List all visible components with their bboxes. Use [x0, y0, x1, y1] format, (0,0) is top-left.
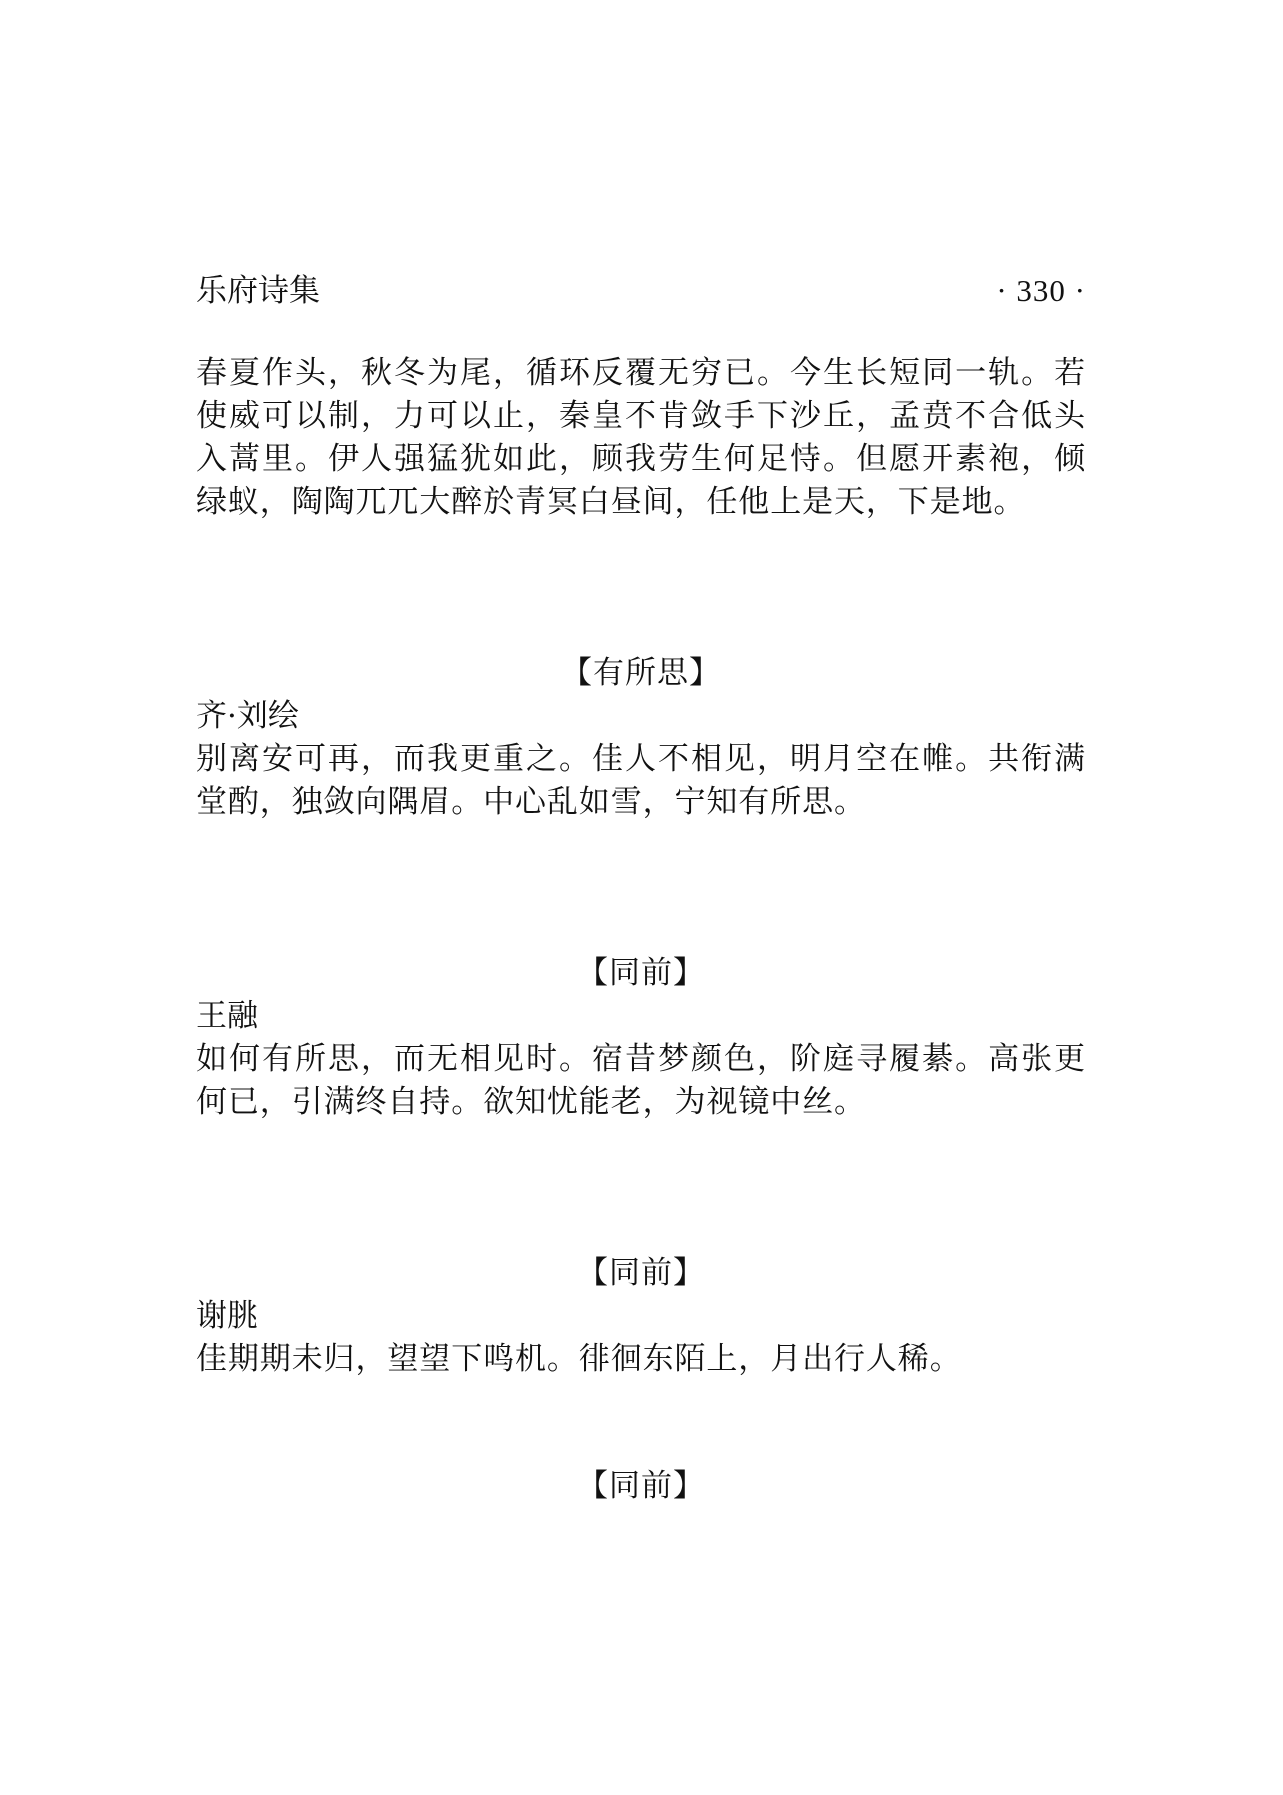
poem-text: 如何有所思，而无相见时。宿昔梦颜色，阶庭寻履綦。高张更何已，引满终自持。欲知忧能老，为视镜中丝。 [196, 1041, 1086, 1120]
poem-author: 谢朓 [196, 1298, 258, 1334]
poem-title: 【同前】 [577, 1255, 705, 1291]
poem-text: 别离安可再，而我更重之。佳人不相见，明月空在帷。共衔满堂酌，独敛向隅眉。中心乱如雪，宁知有所思。 [196, 741, 1086, 820]
poem-section [196, 952, 1086, 1124]
poem-section [196, 1465, 1086, 1508]
document-page [196, 0, 1086, 1795]
page-header [196, 268, 1086, 314]
poem-title: 【同前】 [577, 1468, 705, 1504]
poem-section [196, 1252, 1086, 1381]
book-title: 乐府诗集 [196, 273, 320, 309]
poem-title: 【有所思】 [561, 655, 721, 691]
continuation-block [196, 352, 1086, 524]
poem-author: 王融 [196, 998, 258, 1034]
poem-title: 【同前】 [577, 955, 705, 991]
poem-text: 佳期期未归，望望下鸣机。徘徊东陌上，月出行人稀。 [196, 1341, 962, 1377]
page-number: · 330 · [996, 273, 1086, 308]
poem-author: 齐·刘绘 [196, 698, 299, 734]
poem-section [196, 652, 1086, 824]
continuation-text: 春夏作头，秋冬为尾，循环反覆无穷已。今生长短同一轨。若使威可以制，力可以止，秦皇不肯敛手下沙丘，孟贲不合低头入蒿里。伊人强猛犹如此，顾我劳生何足恃。但愿开素袍，倾绿蚁，陶陶兀兀大醉於青冥白昼间，任他上是天，下是地。 [196, 355, 1086, 520]
